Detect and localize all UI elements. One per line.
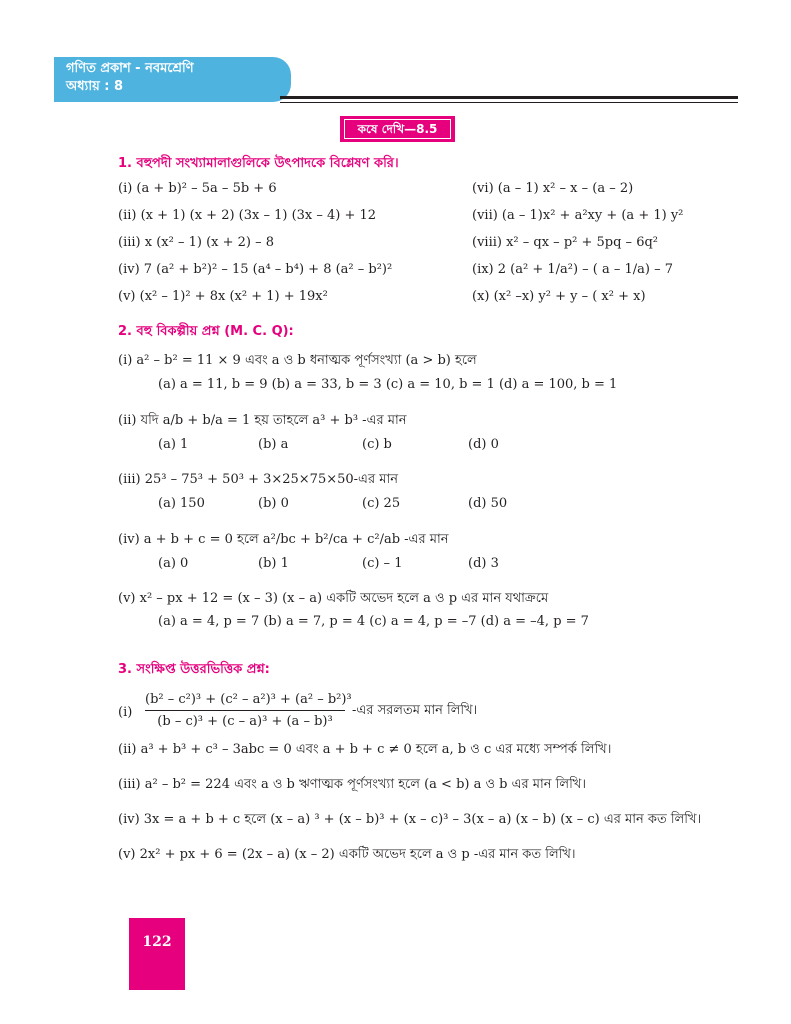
chapter-number: অধ্যায় : 8 xyxy=(66,79,124,94)
s1-item-i: (i) (a + b)² – 5a – 5b + 6 xyxy=(118,181,277,196)
section1-title: 1. বহুপদী সংখ্যামালাগুলিকে উৎপাদকে বিশ্লেষণ করি। xyxy=(118,156,399,171)
mcq-ii-question: (ii) যদি a/b + b/a = 1 হয় তাহলে a³ + b³ -এর মান xyxy=(118,413,407,428)
mcq-ii-option-c: (c) b xyxy=(362,437,392,452)
short-i-tail: -এর সরলতম মান লিখি। xyxy=(352,703,478,718)
short-i-label: (i) xyxy=(118,705,133,720)
exercise-badge-label: কষে দেখি—8.5 xyxy=(344,119,451,139)
short-iii: (iii) a² – b² = 224 এবং a ও b ঋণাত্মক পূর্ণসংখ্যা হলে (a < b) a ও b এর মান লিখি। xyxy=(118,777,586,792)
mcq-ii-option-a: (a) 1 xyxy=(158,437,189,452)
section3-title: 3. সংক্ষিপ্ত উত্তরভিত্তিক প্রশ্ন: xyxy=(118,662,270,677)
book-title: গণিত প্রকাশ - নবমশ্রেণি xyxy=(66,61,194,76)
s1-item-ix: (ix) 2 (a² + 1/a²) – ( a – 1/a) – 7 xyxy=(472,262,674,277)
mcq-iv-option-d: (d) 3 xyxy=(468,556,499,571)
mcq-iii-option-d: (d) 50 xyxy=(468,496,508,511)
header-rule-thin xyxy=(280,102,738,103)
mcq-iv-option-a: (a) 0 xyxy=(158,556,189,571)
s1-item-iii: (iii) x (x² – 1) (x + 2) – 8 xyxy=(118,235,275,250)
mcq-iii-option-b: (b) 0 xyxy=(258,496,289,511)
s1-item-viii: (viii) x² – qx – p² + 5pq – 6q² xyxy=(472,235,658,250)
header-rule-thick xyxy=(280,96,738,99)
short-i-numerator: (b² – c²)³ + (c² – a²)³ + (a² – b²)³ xyxy=(145,692,352,707)
page-number-box xyxy=(129,918,185,990)
mcq-iii-option-a: (a) 150 xyxy=(158,496,205,511)
s1-item-v: (v) (x² – 1)² + 8x (x² + 1) + 19x² xyxy=(118,289,328,304)
short-v: (v) 2x² + px + 6 = (2x – a) (x – 2) একটি অভেদ হলে a ও p -এর মান কত লিখি। xyxy=(118,847,576,862)
mcq-iii-question: (iii) 25³ – 75³ + 50³ + 3×25×75×50-এর মান xyxy=(118,472,398,487)
mcq-iv-question: (iv) a + b + c = 0 হলে a²/bc + b²/ca + c²/ab -এর মান xyxy=(118,532,449,547)
mcq-v-question: (v) x² – px + 12 = (x – 3) (x – a) একটি অভেদ হলে a ও p এর মান যথাক্রমে xyxy=(118,591,549,606)
section2-title: 2. বহু বিকল্পীয় প্রশ্ন (M. C. Q): xyxy=(118,324,294,339)
s1-item-ii: (ii) (x + 1) (x + 2) (3x – 1) (3x – 4) + 12 xyxy=(118,208,377,223)
s1-item-iv: (iv) 7 (a² + b²)² – 15 (a⁴ – b⁴) + 8 (a² – b²)² xyxy=(118,262,393,277)
mcq-ii-option-b: (b) a xyxy=(258,437,289,452)
fraction-bar xyxy=(145,710,345,711)
page-number: 122 xyxy=(142,934,172,950)
s1-item-x: (x) (x² –x) y² + y – ( x² + x) xyxy=(472,289,646,304)
short-ii: (ii) a³ + b³ + c³ – 3abc = 0 এবং a + b + c ≠ 0 হলে a, b ও c এর মধ্যে সম্পর্ক লিখি। xyxy=(118,742,612,757)
mcq-i-question: (i) a² – b² = 11 × 9 এবং a ও b ধনাত্মক পূর্ণসংখ্যা (a > b) হলে xyxy=(118,353,477,368)
s1-item-vi: (vi) (a – 1) x² – x – (a – 2) xyxy=(472,181,634,196)
mcq-ii-option-d: (d) 0 xyxy=(468,437,499,452)
mcq-iv-option-c: (c) – 1 xyxy=(362,556,403,571)
short-i-denominator: (b – c)³ + (c – a)³ + (a – b)³ xyxy=(157,714,333,729)
mcq-iii-option-c: (c) 25 xyxy=(362,496,401,511)
mcq-i-options: (a) a = 11, b = 9 (b) a = 33, b = 3 (c) a = 10, b = 1 (d) a = 100, b = 1 xyxy=(158,377,618,392)
short-iv: (iv) 3x = a + b + c হলে (x – a) ³ + (x – b)³ + (x – c)³ – 3(x – a) (x – b) (x – c) এর মান কত লিখি। xyxy=(118,812,702,827)
mcq-v-options: (a) a = 4, p = 7 (b) a = 7, p = 4 (c) a = 4, p = –7 (d) a = –4, p = 7 xyxy=(158,614,589,629)
mcq-iv-option-b: (b) 1 xyxy=(258,556,289,571)
chapter-header xyxy=(66,60,194,96)
s1-item-vii: (vii) (a – 1)x² + a²xy + (a + 1) y² xyxy=(472,208,684,223)
